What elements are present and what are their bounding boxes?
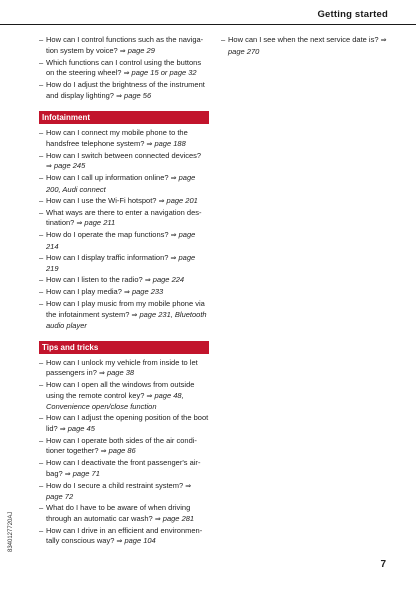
- item-question: How can I adjust the opening position of the boot lid?: [46, 413, 209, 433]
- list-item: [39, 128, 209, 150]
- page-reference-link[interactable]: page 281: [162, 513, 195, 523]
- list-item: [39, 503, 209, 525]
- page-reference-link[interactable]: page 104: [124, 536, 156, 545]
- item-dash: –: [39, 207, 44, 217]
- item-dash: –: [39, 480, 44, 490]
- page-reference-link[interactable]: page 15 or page 32: [131, 68, 197, 77]
- item-question: How can I display traffic information?: [46, 252, 169, 262]
- arrow-right-icon: ⇒: [144, 277, 151, 284]
- item-dash: –: [39, 357, 44, 367]
- item-dash: –: [39, 128, 44, 137]
- page-number: 7: [380, 559, 386, 570]
- item-dash: –: [39, 287, 44, 296]
- header-title: Getting started: [317, 9, 388, 20]
- list-item: [39, 358, 209, 380]
- arrow-right-icon: ⇒: [98, 370, 105, 377]
- item-dash: –: [39, 299, 44, 308]
- page-reference-link[interactable]: page 56: [124, 90, 152, 100]
- page-reference-link[interactable]: page 224: [152, 275, 185, 284]
- page-reference-link[interactable]: page 245: [53, 161, 86, 170]
- list-item: [39, 151, 209, 173]
- arrow-right-icon: ⇒: [116, 538, 123, 545]
- page-reference-link[interactable]: page 71: [72, 468, 100, 478]
- page-reference-link[interactable]: page 38: [106, 368, 135, 377]
- list-item: [39, 253, 209, 275]
- arrow-right-icon: ⇒: [64, 470, 71, 478]
- item-dash: –: [39, 275, 44, 284]
- item-dash: –: [39, 230, 44, 239]
- list-item: [39, 80, 209, 102]
- item-question: What do I have to be aware of when driving through an automatic car wash?: [46, 503, 191, 523]
- item-dash: –: [39, 195, 44, 205]
- arrow-right-icon: ⇒: [59, 425, 66, 433]
- item-question: Which functions can I control using the buttons on the steering wheel?: [46, 57, 202, 77]
- page-reference-link[interactable]: page 270: [228, 46, 260, 56]
- page-reference-link[interactable]: page 233: [131, 287, 164, 296]
- section-heading: Infotainment: [39, 111, 209, 124]
- list-item: [39, 299, 209, 332]
- list-item: [39, 458, 209, 480]
- list-item: [221, 35, 391, 57]
- item-dash: –: [39, 413, 44, 422]
- item-question: How can I deactivate the front passenger's airbag?: [46, 458, 201, 478]
- right-column: [221, 35, 391, 58]
- item-dash: –: [39, 435, 44, 445]
- item-question: How do I secure a child restraint system?: [46, 480, 184, 490]
- left-column: [39, 35, 209, 548]
- item-question: How can I switch between connected devices?: [46, 150, 202, 160]
- item-dash: –: [39, 35, 44, 44]
- page-reference-link[interactable]: page 45: [67, 423, 95, 433]
- list-item: [39, 208, 209, 230]
- list-item: [39, 196, 209, 208]
- page-reference-link[interactable]: page 214: [46, 230, 196, 251]
- intro-list: [39, 35, 209, 102]
- item-question: How can I open all the windows from outside using the remote control key?: [46, 380, 195, 400]
- page-reference-link[interactable]: page 200, Audi connect: [46, 173, 196, 194]
- list-item: [39, 230, 209, 252]
- page-reference-link[interactable]: page 29: [127, 45, 155, 55]
- item-question: How can I use the Wi-Fi hotspot?: [46, 195, 157, 205]
- arrow-right-icon: ⇒: [146, 392, 153, 400]
- item-question: How can I connect my mobile phone to the handsfree telephone system?: [46, 128, 188, 148]
- arrow-right-icon: ⇒: [170, 254, 177, 262]
- item-question: How can I drive in an efficient and environmentally conscious way?: [46, 525, 203, 545]
- side-code: 8340127720AJ: [8, 511, 14, 552]
- section-list: [39, 358, 209, 548]
- list-item: [39, 173, 209, 195]
- page-reference-link[interactable]: page 231, Bluetooth audio player: [46, 309, 207, 330]
- arrow-right-icon: ⇒: [123, 289, 130, 296]
- item-question: How do I adjust the brightness of the instrument and display lighting?: [46, 80, 205, 100]
- item-question: How can I listen to the radio?: [46, 275, 143, 284]
- page-header: [0, 0, 416, 26]
- list-item: [39, 287, 209, 299]
- arrow-right-icon: ⇒: [170, 232, 177, 239]
- item-dash: –: [39, 57, 44, 67]
- item-question: How can I unlock my vehicle from inside to let passengers in?: [46, 357, 198, 377]
- arrow-right-icon: ⇒: [170, 175, 177, 182]
- arrow-right-icon: ⇒: [123, 70, 130, 77]
- header-rule: [0, 24, 416, 25]
- arrow-right-icon: ⇒: [119, 47, 126, 55]
- page-reference-link[interactable]: page 219: [46, 252, 196, 273]
- arrow-right-icon: ⇒: [154, 515, 161, 523]
- item-question: How can I play music from my mobile phone via the infotainment system?: [46, 299, 205, 319]
- page-reference-link[interactable]: page 72: [46, 492, 74, 501]
- arrow-right-icon: ⇒: [76, 220, 83, 227]
- item-dash: –: [39, 458, 44, 467]
- item-question: How can I see when the next service date is?: [228, 35, 379, 44]
- item-dash: –: [39, 503, 44, 512]
- item-question: How can I operate both sides of the air conditioner together?: [46, 435, 197, 455]
- page-reference-link[interactable]: page 201: [166, 195, 198, 205]
- section-list: [39, 128, 209, 332]
- arrow-right-icon: ⇒: [158, 197, 165, 205]
- list-item: [39, 526, 209, 548]
- item-dash: –: [39, 525, 44, 535]
- item-dash: –: [39, 380, 44, 389]
- item-question: How do I operate the map functions?: [46, 230, 169, 239]
- right-list: [221, 35, 391, 57]
- item-question: How can I play media?: [46, 287, 122, 296]
- left-sections: [39, 111, 209, 548]
- page-reference-link[interactable]: page 188: [154, 138, 186, 148]
- list-item: [39, 481, 209, 503]
- item-dash: –: [39, 252, 44, 262]
- list-item: [39, 58, 209, 80]
- arrow-right-icon: ⇒: [116, 92, 122, 100]
- arrow-right-icon: ⇒: [46, 163, 52, 170]
- item-question: What ways are there to enter a navigation destination?: [46, 207, 202, 227]
- arrow-right-icon: ⇒: [146, 140, 153, 148]
- list-item: [39, 275, 209, 287]
- item-dash: –: [39, 150, 44, 160]
- item-question: How can I control functions such as the navigation system by voice?: [46, 35, 204, 55]
- section-heading: Tips and tricks: [39, 341, 209, 354]
- page-reference-link[interactable]: page 48, Convenience open/close function: [46, 390, 184, 411]
- list-item: [39, 380, 209, 413]
- item-question: How can I call up information online?: [46, 173, 169, 182]
- arrow-right-icon: ⇒: [380, 37, 387, 44]
- list-item: [39, 413, 209, 435]
- arrow-right-icon: ⇒: [131, 311, 138, 319]
- item-dash: –: [221, 35, 226, 44]
- page-reference-link[interactable]: page 211: [84, 218, 116, 227]
- item-dash: –: [39, 80, 44, 89]
- page-reference-link[interactable]: page 86: [108, 446, 136, 455]
- list-item: [39, 436, 209, 458]
- arrow-right-icon: ⇒: [100, 448, 107, 455]
- arrow-right-icon: ⇒: [185, 482, 192, 490]
- list-item: [39, 35, 209, 57]
- item-dash: –: [39, 173, 44, 182]
